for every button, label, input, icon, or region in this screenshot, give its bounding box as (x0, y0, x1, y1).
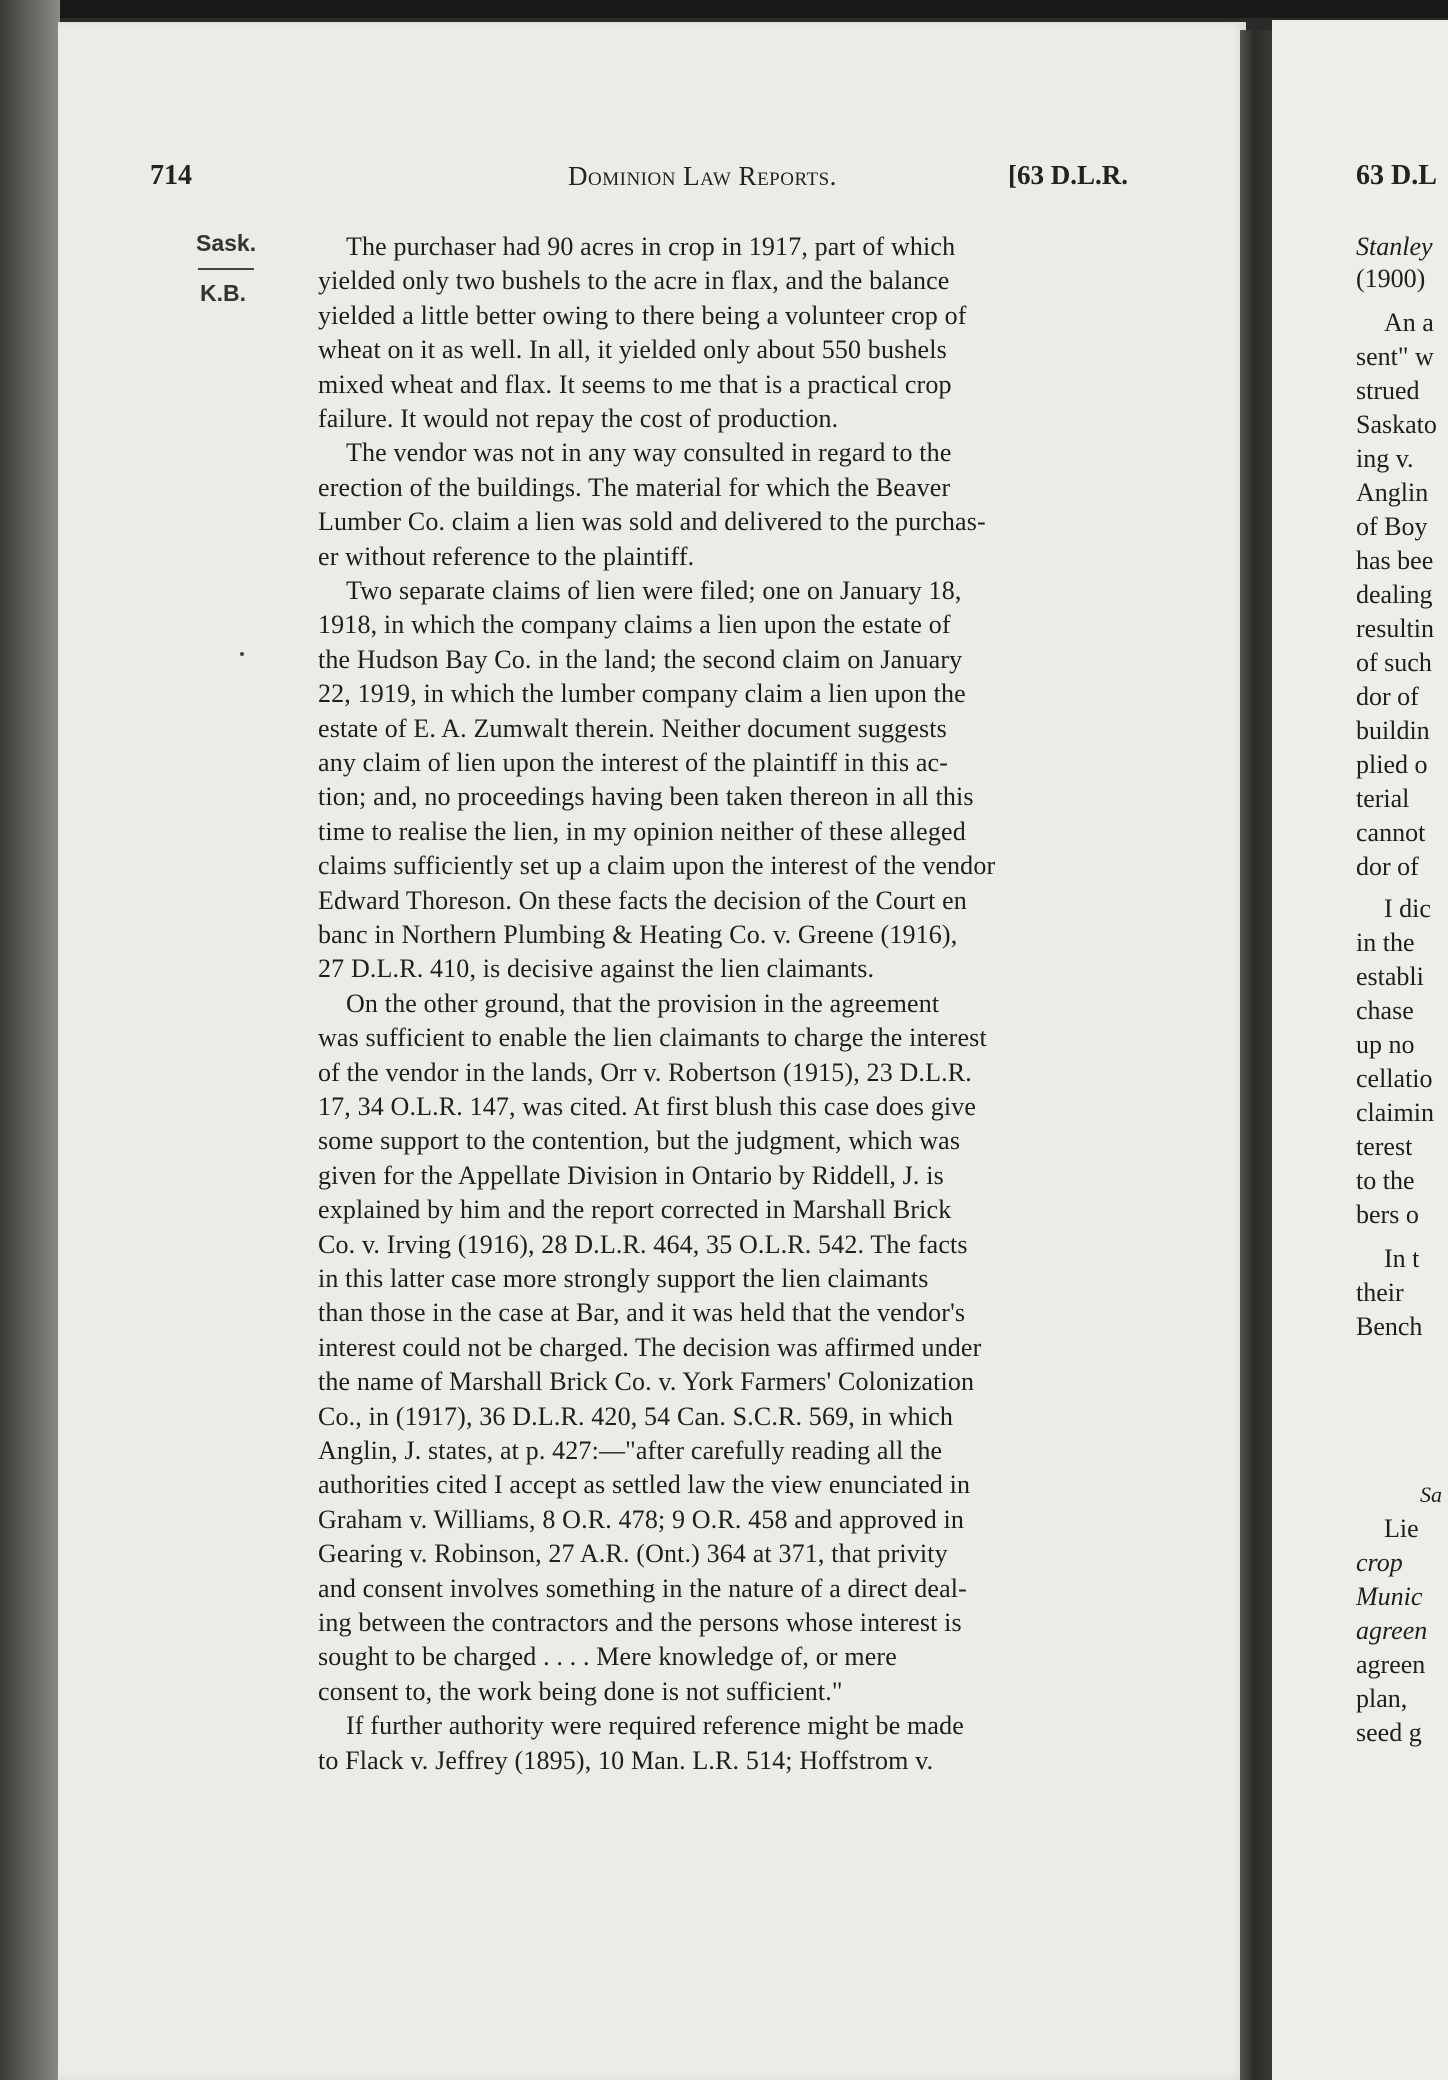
right-text-fragment: Saskato (1356, 410, 1437, 439)
text-line: 17, 34 O.L.R. 147, was cited. At first blush this case does give (318, 1092, 977, 1121)
right-text-fragment: sent" w (1356, 342, 1434, 371)
right-text-fragment: strued (1356, 376, 1420, 405)
right-text-fragment: of such (1356, 648, 1432, 677)
margin-note-court: K.B. (200, 280, 246, 306)
right-text-fragment: has bee (1356, 546, 1434, 575)
right-text-fragment: ing v. (1356, 444, 1414, 473)
volume-ref: [63 D.L.R. (1008, 160, 1128, 190)
page-number: 714 (150, 160, 192, 191)
right-text-fragment: chase (1356, 996, 1414, 1025)
right-text-fragment: dealing (1356, 580, 1433, 609)
right-text-fragment: cellatio (1356, 1064, 1433, 1093)
right-text-fragment: plan, (1356, 1684, 1408, 1713)
text-line: ing between the contractors and the persons whose interest is (318, 1608, 962, 1637)
margin-note-jurisdiction: Sask. (196, 230, 257, 256)
book-gutter (1240, 30, 1276, 2080)
right-text-fragment: in the (1356, 928, 1415, 957)
right-text-fragment: their (1356, 1278, 1404, 1307)
text-line: The vendor was not in any way consulted in regard to the (346, 438, 952, 468)
text-line: failure. It would not repay the cost of production. (318, 404, 839, 433)
right-text-fragment: An a (1384, 308, 1434, 337)
right-text-fragment: claimin (1356, 1098, 1434, 1127)
right-text-fragment: Stanley (1356, 232, 1433, 261)
text-line: On the other ground, that the provision in the agreement (346, 988, 940, 1018)
text-line: sought to be charged . . . . Mere knowledge of, or mere (318, 1642, 897, 1672)
right-text-fragment: to the (1356, 1166, 1415, 1195)
text-line: Graham v. Williams, 8 O.R. 478; 9 O.R. 458 and approved in (318, 1504, 965, 1534)
text-line: mixed wheat and flax. It seems to me that is a practical crop (318, 369, 952, 399)
text-line: 22, 1919, in which the lumber company claim a lien upon the (318, 679, 966, 709)
text-line: Co., in (1917), 36 D.L.R. 420, 54 Can. S.C.R. 569, in which (318, 1401, 954, 1431)
right-text-fragment: terial (1356, 784, 1410, 813)
text-line: some support to the contention, but the judgment, which was (318, 1126, 961, 1156)
text-line: The purchaser had 90 acres in crop in 1917, part of which (346, 232, 956, 261)
right-text-fragment: I dic (1384, 894, 1431, 923)
text-line: Edward Thoreson. On these facts the decision of the Court en (318, 885, 967, 915)
text-line: Gearing v. Robinson, 27 A.R. (Ont.) 364 at 371, that privity (318, 1539, 948, 1569)
text-line: Anglin, J. states, at p. 427:—"after carefully reading all the (318, 1436, 943, 1465)
text-line: Lumber Co. claim a lien was sold and delivered to the purchas- (318, 507, 986, 537)
right-text-fragment: In t (1384, 1244, 1420, 1273)
right-text-fragment: (1900) (1356, 264, 1426, 293)
right-text-fragment: agreen (1356, 1616, 1428, 1645)
text-line: interest could not be charged. The decision was affirmed under (318, 1332, 982, 1362)
text-line: to Flack v. Jeffrey (1895), 10 Man. L.R. 514; Hoffstrom v. (318, 1745, 934, 1775)
text-line: If further authority were required reference might be made (346, 1711, 964, 1741)
right-text-fragment: Anglin (1356, 478, 1429, 507)
text-line: estate of E. A. Zumwalt therein. Neither document suggests (318, 713, 947, 743)
right-text-fragment: of Boy (1356, 512, 1428, 541)
text-line: er without reference to the plaintiff. (318, 541, 695, 571)
text-line: given for the Appellate Division in Ontario by Riddell, J. is (318, 1160, 944, 1190)
right-text-fragment: dor of (1356, 852, 1419, 881)
text-line: banc in Northern Plumbing & Heating Co. v. Greene (1916), (318, 920, 958, 949)
right-text-fragment: crop (1356, 1548, 1403, 1577)
right-text-fragment: seed g (1356, 1718, 1422, 1747)
right-text-fragment: plied o (1356, 750, 1428, 779)
text-line: time to realise the lien, in my opinion neither of these alleged (318, 816, 966, 846)
text-line: than those in the case at Bar, and it was held that the vendor's (318, 1298, 966, 1328)
top-dark-strip (0, 0, 1448, 18)
right-page-header: 63 D.L (1356, 160, 1437, 191)
right-text-fragment: resultin (1356, 614, 1434, 643)
text-line: Two separate claims of lien were filed; one on January 18, (346, 576, 962, 605)
margin-rule (198, 268, 254, 270)
right-text-fragment: agreen (1356, 1650, 1426, 1679)
text-line: Co. v. Irving (1916), 28 D.L.R. 464, 35 O.L.R. 542. The facts (318, 1229, 968, 1259)
text-line: 1918, in which the company claims a lien upon the estate of (318, 610, 951, 640)
right-text-fragment: Sa (1420, 1482, 1442, 1507)
right-text-fragment: up no (1356, 1030, 1415, 1059)
text-line: and consent involves something in the nature of a direct deal- (318, 1573, 967, 1603)
text-line: yielded only two bushels to the acre in flax, and the balance (318, 266, 950, 296)
running-title: Dominion Law Reports. (568, 161, 837, 191)
stray-mark (240, 652, 244, 656)
text-line: tion; and, no proceedings having been taken thereon in all this (318, 782, 974, 812)
right-text-fragment: buildin (1356, 716, 1430, 745)
text-line: yielded a little better owing to there being a volunteer crop of (318, 300, 967, 330)
text-line: of the vendor in the lands, Orr v. Robertson (1915), 23 D.L.R. (318, 1057, 972, 1087)
text-line: claims sufficiently set up a claim upon the interest of the vendor (318, 851, 996, 881)
text-line: the name of Marshall Brick Co. v. York Farmers' Colonization (318, 1367, 975, 1397)
text-line: authorities cited I accept as settled law the view enunciated in (318, 1470, 971, 1500)
right-text-fragment: cannot (1356, 818, 1426, 847)
text-line: explained by him and the report corrected in Marshall Brick (318, 1195, 952, 1225)
right-text-fragment: Munic (1356, 1582, 1423, 1611)
text-line: in this latter case more strongly support the lien claimants (318, 1264, 929, 1293)
right-text-fragment: Lie (1384, 1514, 1419, 1543)
text-line: any claim of lien upon the interest of the plaintiff in this ac- (318, 748, 949, 777)
text-line: was sufficient to enable the lien claimants to charge the interest (318, 1023, 987, 1053)
text-line: consent to, the work being done is not sufficient." (318, 1676, 843, 1706)
right-text-fragment: terest (1356, 1132, 1413, 1161)
text-line: erection of the buildings. The material for which the Beaver (318, 472, 951, 502)
right-text-fragment: establi (1356, 962, 1424, 991)
text-line: wheat on it as well. In all, it yielded only about 550 bushels (318, 335, 947, 365)
right-text-fragment: Bench (1356, 1312, 1423, 1341)
right-text-fragment: bers o (1356, 1200, 1419, 1229)
text-line: the Hudson Bay Co. in the land; the second claim on January (318, 644, 963, 674)
book-edge-left (0, 0, 60, 2080)
text-line: 27 D.L.R. 410, is decisive against the lien claimants. (318, 954, 875, 984)
right-text-fragment: dor of (1356, 682, 1419, 711)
